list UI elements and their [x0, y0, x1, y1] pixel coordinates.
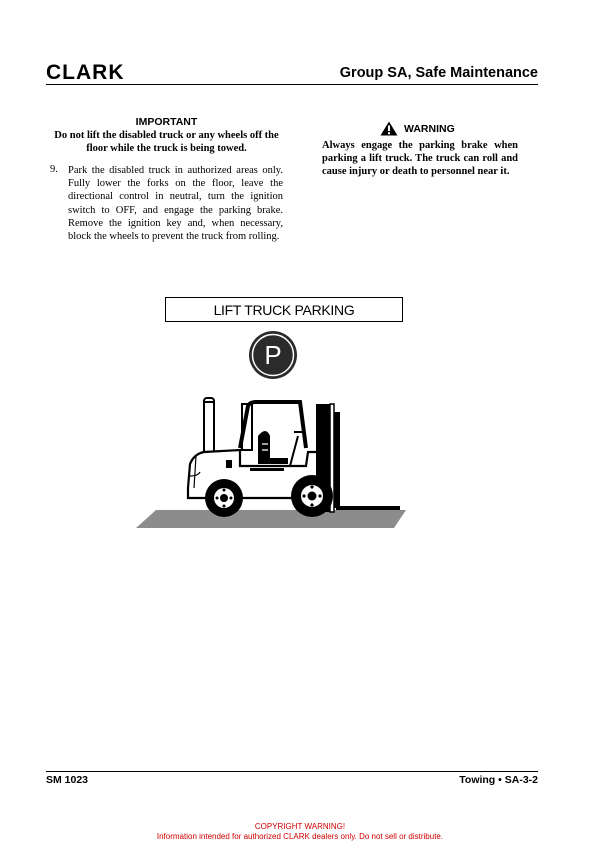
- warning-heading: [380, 121, 455, 136]
- seat: [258, 431, 288, 464]
- header-rule: [46, 84, 538, 85]
- rear-wheel: [205, 479, 243, 517]
- footer-rule: [46, 771, 538, 772]
- steering-column: [290, 436, 298, 466]
- clark-logo: CLARK: [46, 61, 125, 84]
- figure-title: LIFT TRUCK PARKING: [213, 301, 355, 318]
- page-number: Towing • SA-3-2: [459, 774, 538, 786]
- page-group-title: Group SA, Safe Maintenance: [339, 65, 538, 81]
- manual-number: SM 1023: [46, 774, 89, 786]
- parking-sign-letter: P: [264, 340, 282, 370]
- important-text: Do not lift the disabled truck or any wheels off the floor while the truck is being towed.: [54, 130, 279, 154]
- important-heading: IMPORTANT: [135, 116, 198, 128]
- step-text: Park the disabled truck in authorized areas only. Fully lower the forks on the floor, leave the directional control in neutral, turn the ignition switch to OFF, and engage the parking brake. Remove the ignition key and, when necessary, block the wheels to prevent the truck from rolling.: [68, 165, 283, 243]
- warning-triangle-icon: [380, 121, 398, 136]
- forklift-illustration: [130, 392, 420, 532]
- parking-sign-icon: [248, 330, 298, 380]
- warning-heading-label: WARNING: [404, 122, 455, 135]
- fork: [336, 506, 400, 510]
- front-wheel: [291, 475, 333, 517]
- copyright-notice: Information intended for authorized CLARK dealers only. Do not sell or distribute.: [156, 832, 444, 841]
- exhaust-stack: [204, 398, 214, 456]
- figure-title-box: [165, 297, 403, 322]
- copyright-warning: COPYRIGHT WARNING!: [254, 822, 346, 831]
- floor-shadow: [136, 510, 406, 528]
- step-number: 9.: [50, 164, 58, 175]
- warning-text: Always engage the parking brake when parking a lift truck. The truck can roll and cause injury or death to personnel near it.: [322, 140, 518, 177]
